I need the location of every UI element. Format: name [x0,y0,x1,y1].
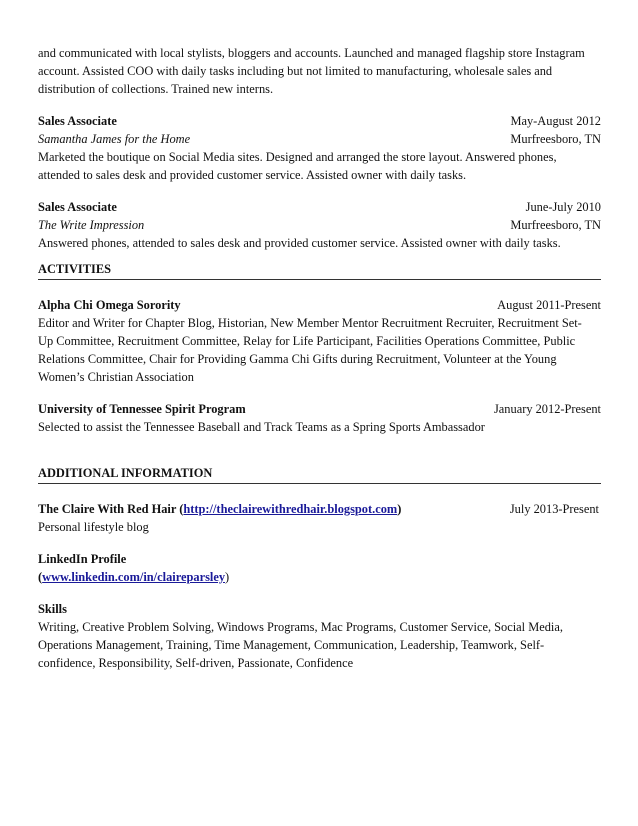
body-text-line: Writing, Creative Problem Solving, Windows Programs, Mac Programs, Customer Service, Social Media, [38,620,563,634]
blog-title-line [38,500,401,518]
paren-close: ) [397,502,402,516]
linkedin-link[interactable]: www.linkedin.com/in/claireparsley [42,570,226,584]
job-entry [38,198,601,252]
body-text-line: and communicated with local stylists, bloggers and accounts. Launched and managed flagship store Instagram [38,46,585,60]
company-name: The Write Impression [38,218,145,232]
activity-dates: August 2011-Present [497,298,601,312]
paren-open: ( [176,502,184,516]
skills-entry [38,600,601,672]
body-text-line: distribution of collections. Trained new interns. [38,82,274,96]
body-text-line: Operations Management, Training, Time Management, Communication, Leadership, Teamwork, Self- [38,638,545,652]
activity-dates: January 2012-Present [493,402,601,416]
body-text-line: confidence, Responsibility, Self-driven, Passionate, Confidence [38,656,354,670]
paren-close: ) [225,570,230,584]
job-title: Sales Associate [38,114,117,128]
blog-title: The Claire With Red Hair [38,502,177,516]
body-text-line: Women’s Christian Association [38,370,194,384]
linkedin-entry [38,550,601,586]
body-text-line: attended to sales desk and provided customer service. Assisted owner with daily tasks. [38,168,467,182]
job-dates: May-August 2012 [510,114,601,128]
activity-entry [38,400,601,436]
body-text-line: Up Committee, Recruitment Committee, Relay for Life Participant, Facilities Operations Committee, Public [38,334,576,348]
section-heading-additional-information: ADDITIONAL INFORMATION [38,464,601,484]
body-text-line: account. Assisted COO with daily tasks including but not limited to manufacturing, wholesale sales and [38,64,553,78]
activity-title: University of Tennessee Spirit Program [38,402,246,416]
linkedin-title: LinkedIn Profile [38,552,127,566]
linkedin-url-line [38,568,601,586]
activity-title: Alpha Chi Omega Sorority [38,298,181,312]
body-text-line: Editor and Writer for Chapter Blog, Historian, New Member Mentor Recruitment Recruiter, Recruitment Set- [38,316,582,330]
section-heading-activities: ACTIVITIES [38,260,601,280]
experience-continuation [38,44,601,98]
job-location: Murfreesboro, TN [510,218,601,232]
resume-page [38,44,601,672]
job-dates: June-July 2010 [525,200,601,214]
blog-entry [38,500,601,536]
company-name: Samantha James for the Home [38,132,191,146]
body-text-line: Answered phones, attended to sales desk and provided customer service. Assisted owner with daily tasks. [38,236,561,250]
job-location: Murfreesboro, TN [510,132,601,146]
body-text-line: Selected to assist the Tennessee Baseball and Track Teams as a Spring Sports Ambassador [38,420,485,434]
paren-open: ( [38,570,43,584]
activity-entry [38,296,601,386]
blog-dates: July 2013-Present [509,502,599,516]
body-text-line: Marketed the boutique on Social Media sites. Designed and arranged the store layout. Answered phones, [38,150,557,164]
skills-title: Skills [38,602,67,616]
job-title: Sales Associate [38,200,117,214]
job-entry [38,112,601,184]
body-text-line: Relations Committee, Chair for Providing Gamma Chi Gifts during Recruitment, Volunteer at the Young [38,352,557,366]
blog-description: Personal lifestyle blog [38,520,149,534]
blog-link[interactable]: http://theclairewithredhair.blogspot.com [183,502,398,516]
